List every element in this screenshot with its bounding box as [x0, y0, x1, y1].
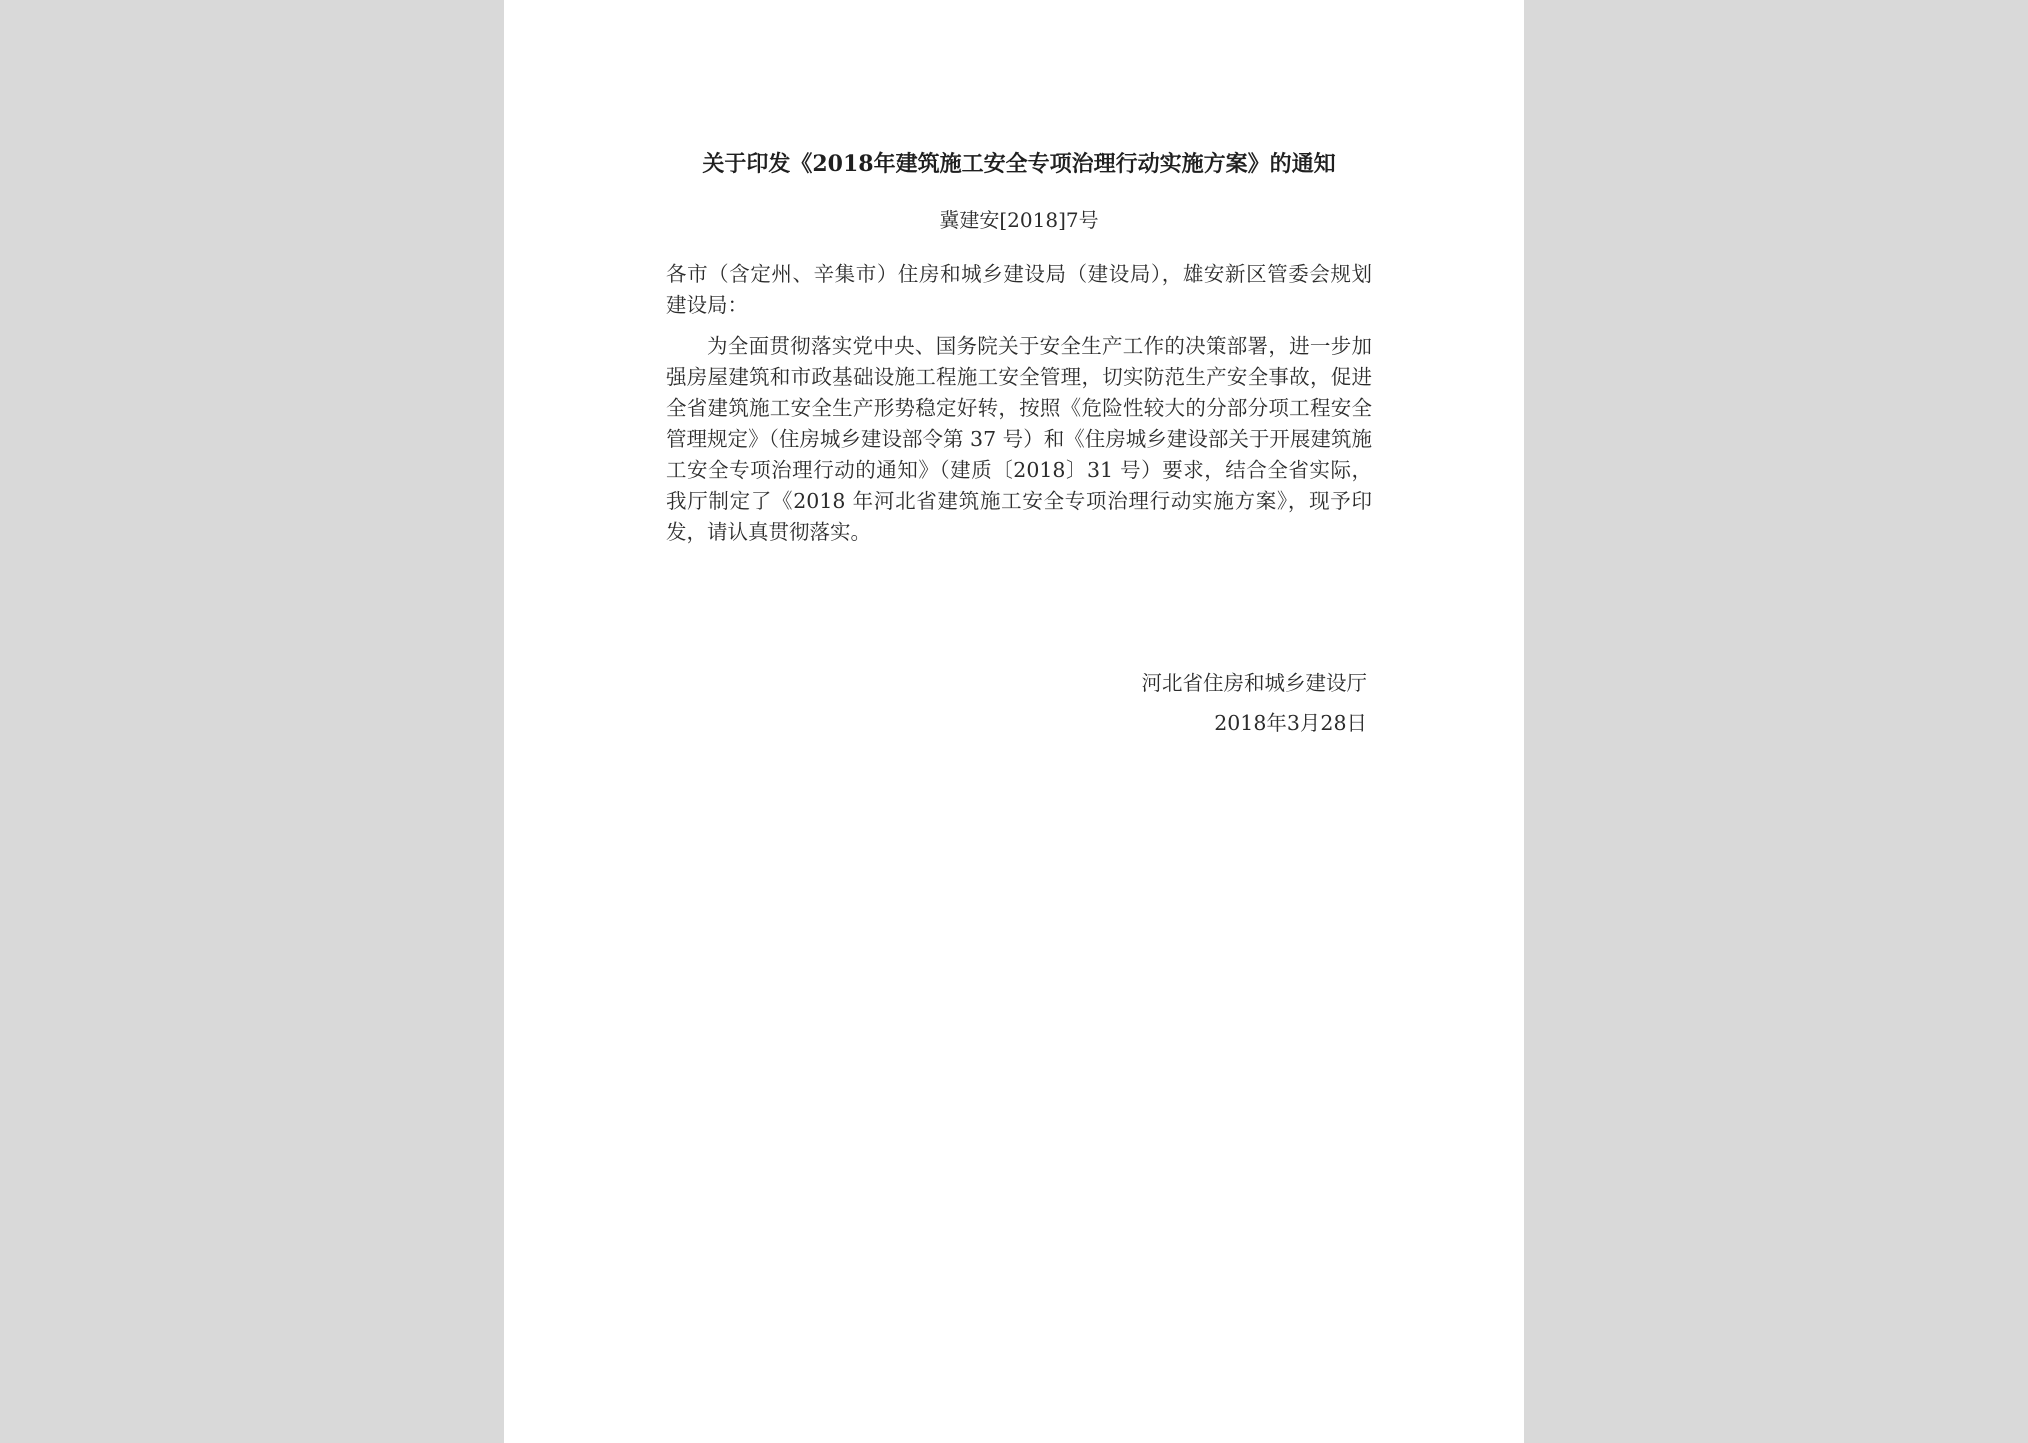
document-title: 关于印发《2018年建筑施工安全专项治理行动实施方案》的通知: [702, 151, 1336, 177]
document-number: 冀建安[2018]7号: [939, 208, 1099, 232]
document-page: [504, 0, 1524, 1443]
body-paragraph: 为全面贯彻落实党中央、国务院关于安全生产工作的决策部署，进一步加强房屋建筑和市政基础设施工程施工安全管理，切实防范生产安全事故，促进全省建筑施工安全生产形势稳定好转，按照《危险性较大的分部分项工程安全管理规定》（住房城乡建设部令第 37 号）和《住房城乡建设部关于开展建筑施工安全专项治理行动的通知》（建质〔2018〕31 号）要求，结合全省实际，我厅制定了《2018 年河北省建筑施工安全专项治理行动实施方案》，现予印发，请认真贯彻落实。: [666, 334, 1372, 544]
issuer-signature: 河北省住房和城乡建设厅: [1141, 671, 1367, 695]
recipients-paragraph: 各市（含定州、辛集市）住房和城乡建设局（建设局），雄安新区管委会规划建设局：: [666, 262, 1372, 317]
signature-date: 2018年3月28日: [1214, 711, 1367, 735]
